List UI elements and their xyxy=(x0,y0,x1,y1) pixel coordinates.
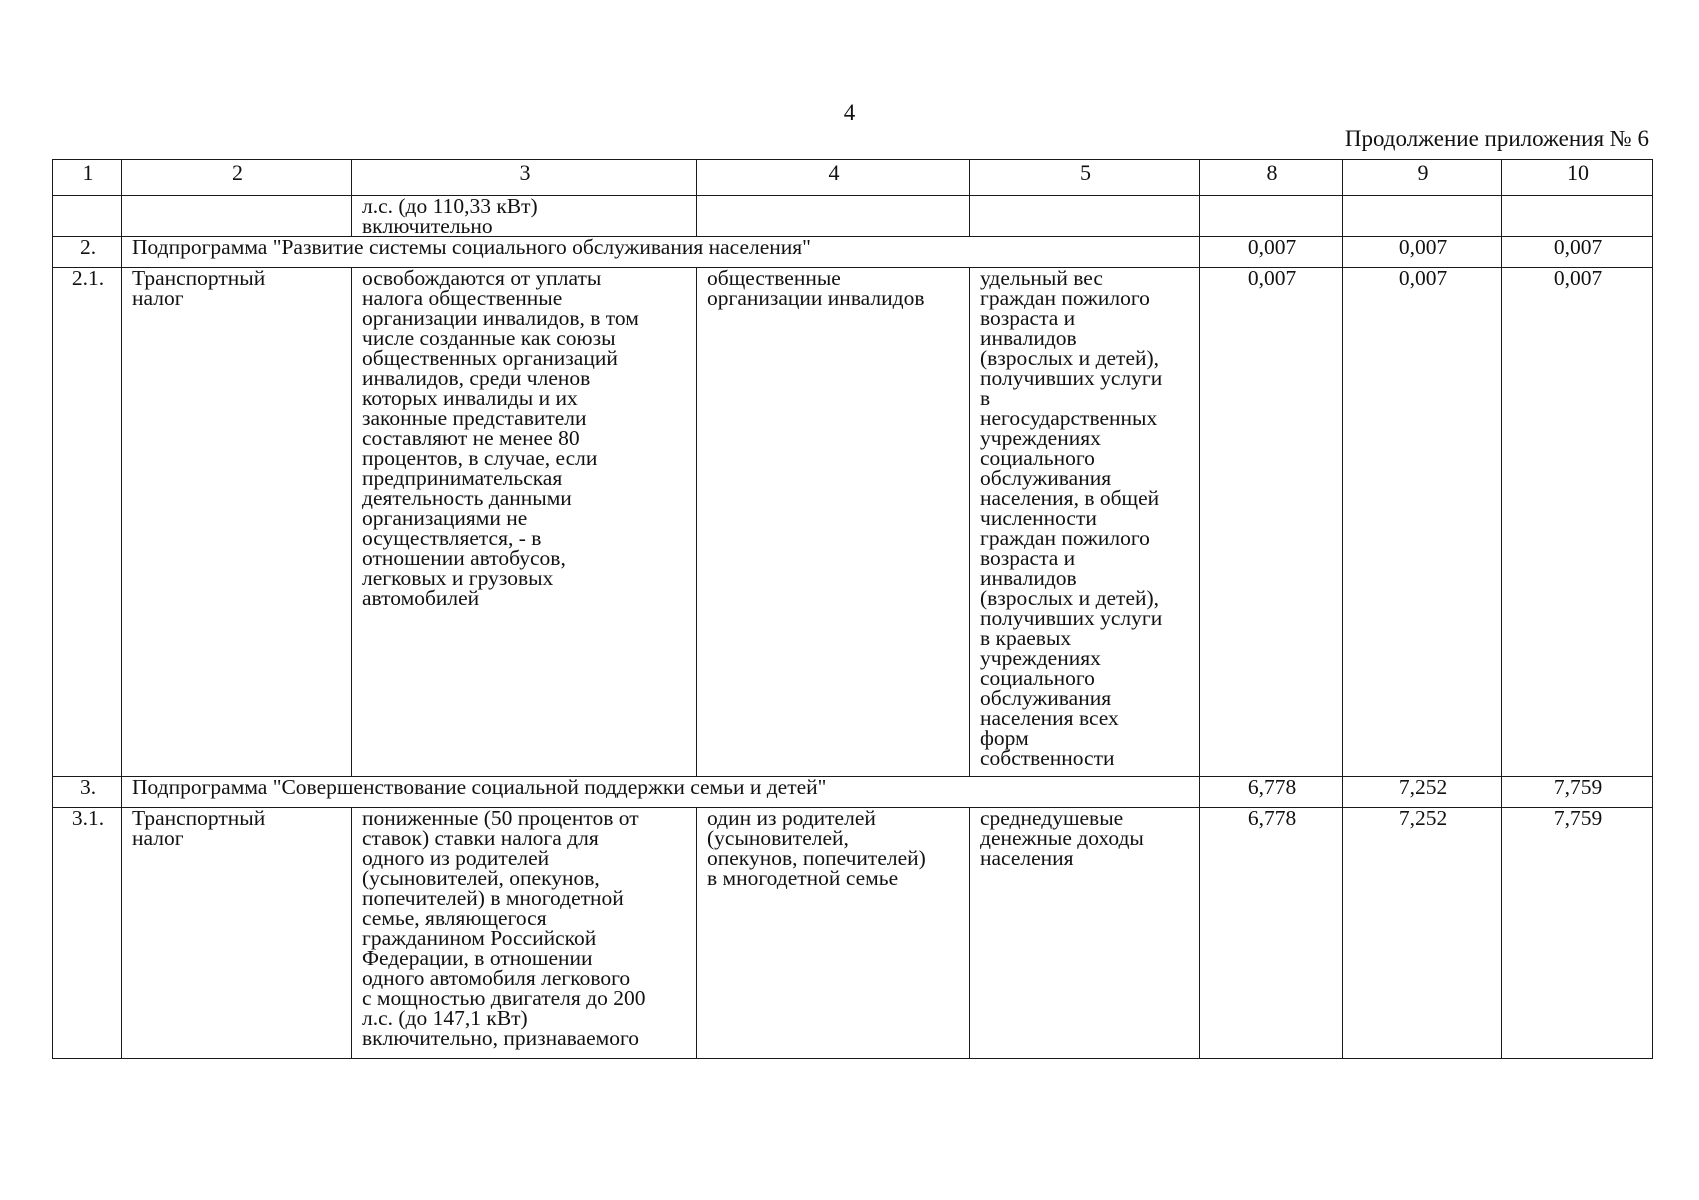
header-col-9: 9 xyxy=(1343,160,1502,196)
benefit-description: освобождаются от уплаты налога общественные организации инвалидов, в том числе созданные как союзы общественных организаций инвалидов, среди членов которых инвалиды и их законные представители составляют не менее 80 процентов, в случае, если предпринимательская деятельность данными организациями не осуществляется, - в отношении автобусов, легковых и грузовых автомобилей xyxy=(352,268,697,777)
tax-name: Транспортный налог xyxy=(122,808,352,1059)
table-cell xyxy=(1200,196,1343,237)
value-col-10: 0,007 xyxy=(1502,237,1653,268)
value-col-9: 7,252 xyxy=(1343,808,1502,1059)
table-row xyxy=(53,268,1653,777)
subprogram-title: Подпрограмма "Совершенствование социальной поддержки семьи и детей" xyxy=(122,777,1200,808)
header-col-1: 1 xyxy=(53,160,122,196)
continued-row xyxy=(53,196,1653,237)
table-cell xyxy=(970,196,1200,237)
header-col-8: 8 xyxy=(1200,160,1343,196)
value-col-10: 7,759 xyxy=(1502,777,1653,808)
table-cell xyxy=(697,196,970,237)
header-col-3: 3 xyxy=(352,160,697,196)
table-cell xyxy=(53,196,122,237)
continued-description: л.с. (до 110,33 кВт) включительно xyxy=(352,196,697,237)
table-row xyxy=(53,808,1653,1059)
value-col-9: 7,252 xyxy=(1343,777,1502,808)
benefit-recipients: один из родителей (усыновителей, опекунов, попечителей) в многодетной семье xyxy=(697,808,970,1059)
value-col-8: 0,007 xyxy=(1200,268,1343,777)
table-cell xyxy=(1502,196,1653,237)
table-cell xyxy=(122,196,352,237)
header-col-2: 2 xyxy=(122,160,352,196)
benefit-description: пониженные (50 процентов от ставок) ставки налога для одного из родителей (усыновителей, опекунов, попечителей) в многодетной семье, являющегося гражданином Российской Федерации, в отношении одного автомобиля легкового с мощностью двигателя до 200 л.с. (до 147,1 кВт) включительно, признаваемого xyxy=(352,808,697,1059)
benefit-recipients: общественные организации инвалидов xyxy=(697,268,970,777)
subprogram-row xyxy=(53,777,1653,808)
value-col-8: 0,007 xyxy=(1200,237,1343,268)
header-col-10: 10 xyxy=(1502,160,1653,196)
row-number: 2. xyxy=(53,237,122,268)
value-col-10: 0,007 xyxy=(1502,268,1653,777)
subprogram-title: Подпрограмма "Развитие системы социального обслуживания населения" xyxy=(122,237,1200,268)
subprogram-row xyxy=(53,237,1653,268)
table-cell xyxy=(1343,196,1502,237)
value-col-10: 7,759 xyxy=(1502,808,1653,1059)
row-number: 2.1. xyxy=(53,268,122,777)
target-indicator: удельный вес граждан пожилого возраста и инвалидов (взрослых и детей), получивших услуги в негосударственных учреждениях социального обслуживания населения, в общей численности граждан пожилого возраста и инвалидов (взрослых и детей), получивших услуги в краевых учреждениях социального обслуживания населения всех форм собственности xyxy=(970,268,1200,777)
tax-name: Транспортный налог xyxy=(122,268,352,777)
header-row xyxy=(53,160,1653,196)
value-col-8: 6,778 xyxy=(1200,808,1343,1059)
row-number: 3. xyxy=(53,777,122,808)
header-col-4: 4 xyxy=(697,160,970,196)
value-col-9: 0,007 xyxy=(1343,268,1502,777)
row-number: 3.1. xyxy=(53,808,122,1059)
value-col-8: 6,778 xyxy=(1200,777,1343,808)
benefits-table xyxy=(52,159,1653,1059)
header-col-5: 5 xyxy=(970,160,1200,196)
value-col-9: 0,007 xyxy=(1343,237,1502,268)
appendix-continuation-label: Продолжение приложения № 6 xyxy=(1344,126,1649,151)
page-number: 4 xyxy=(843,100,856,125)
target-indicator: среднедушевые денежные доходы населения xyxy=(970,808,1200,1059)
